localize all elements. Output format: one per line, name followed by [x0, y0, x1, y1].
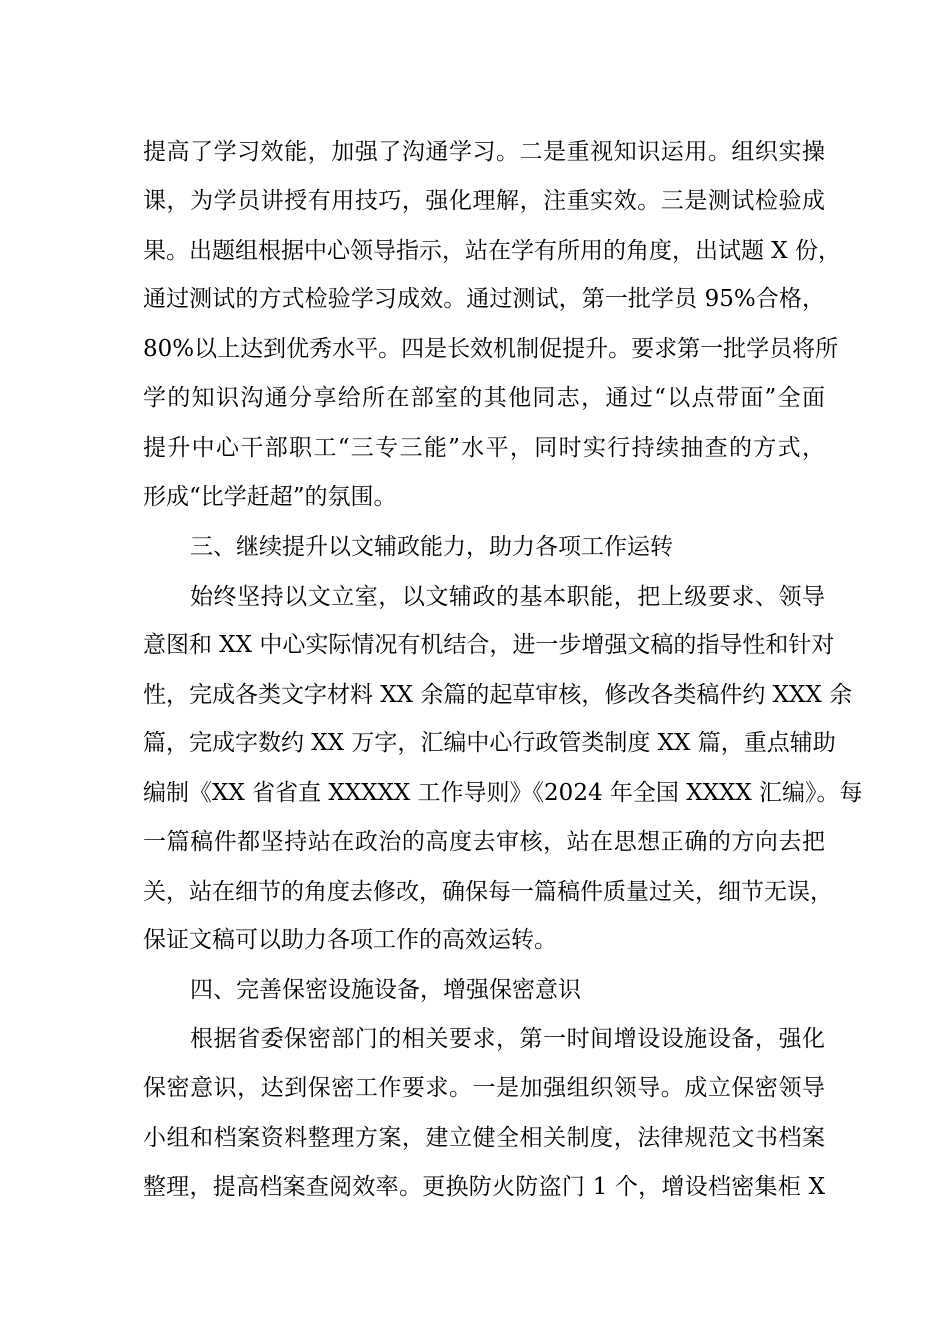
body-text-line: 关，站在细节的角度去修改，确保每一篇稿件质量过关，细节无误，	[143, 879, 833, 905]
body-text-line: 通过测试的方式检验学习成效。通过测试，第一批学员 95%合格，	[143, 286, 825, 312]
body-text-line: 提高了学习效能，加强了沟通学习。二是重视知识运用。组织实操	[143, 139, 825, 165]
body-text-line: 保密意识，达到保密工作要求。一是加强组织领导。成立保密领导	[143, 1075, 825, 1101]
body-text-line: 一篇稿件都坚持站在政治的高度去审核，站在思想正确的方向去把	[143, 829, 825, 855]
section-heading: 三、继续提升以文辅政能力，助力各项工作运转	[190, 534, 673, 560]
section-heading: 四、完善保密设施设备，增强保密意识	[190, 977, 581, 1003]
body-text-line: 编制《XX 省省直 XXXXX 工作导则》《2024 年全国 XXXX 汇编》。每	[143, 780, 863, 806]
body-text-line: 性，完成各类文字材料 XX 余篇的起草审核，修改各类稿件约 XXX 余	[143, 682, 853, 708]
body-text-line: 意图和 XX 中心实际情况有机结合，进一步增强文稿的指导性和针对	[143, 632, 835, 658]
body-text-line: 整理，提高档案查阅效率。更换防火防盗门 1 个，增设档密集柜 X	[143, 1174, 825, 1200]
body-text-line: 根据省委保密部门的相关要求，第一时间增设设施设备，强化	[190, 1026, 825, 1052]
body-text-line: 提升中心干部职工“三专三能”水平，同时实行持续抽查的方式，	[143, 435, 825, 461]
body-text-line: 学的知识沟通分享给所在部室的其他同志，通过“以点带面”全面	[143, 385, 825, 411]
body-text-line: 始终坚持以文立室，以文辅政的基本职能，把上级要求、领导	[190, 584, 825, 610]
body-text-line: 果。出题组根据中心领导指示，站在学有所用的角度，出试题 X 份，	[143, 238, 841, 264]
body-text-line: 保证文稿可以助力各项工作的高效运转。	[143, 927, 557, 953]
body-text-line: 形成“比学赶超”的氛围。	[143, 484, 397, 510]
body-text-line: 小组和档案资料整理方案，建立健全相关制度，法律规范文书档案	[143, 1125, 825, 1151]
body-text-line: 80%以上达到优秀水平。四是长效机制促提升。要求第一批学员将所	[143, 336, 839, 362]
body-text-line: 篇，完成字数约 XX 万字，汇编中心行政管类制度 XX 篇，重点辅助	[143, 730, 836, 756]
body-text-line: 课，为学员讲授有用技巧，强化理解，注重实效。三是测试检验成	[143, 188, 825, 214]
